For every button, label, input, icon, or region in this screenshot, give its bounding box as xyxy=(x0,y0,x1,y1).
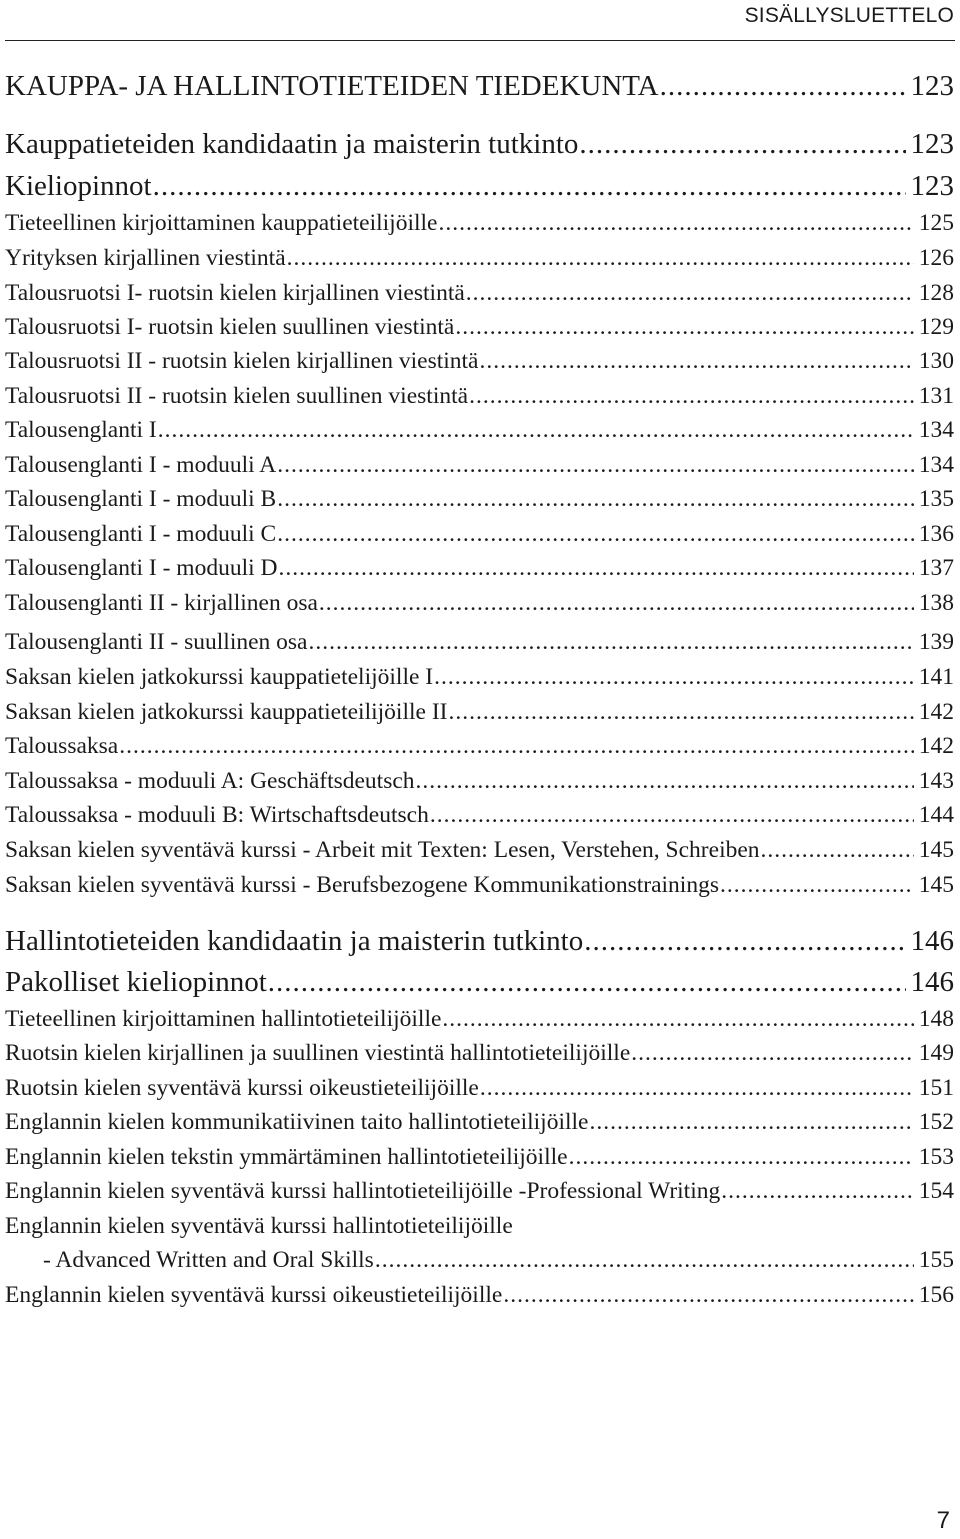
toc-entry-title: Englannin kielen syventävä kurssi oikeustieteilijöille xyxy=(5,1282,503,1308)
dot-leader xyxy=(287,245,914,272)
toc-entry-title: Taloussaksa xyxy=(5,733,119,759)
toc-entry-title: Hallintotieteiden kandidaatin ja maisterin tutkinto xyxy=(5,925,584,957)
toc-entry[interactable] xyxy=(5,966,954,999)
toc-entry-title: Talousenglanti II - kirjallinen osa xyxy=(5,590,318,616)
toc-entry-page: 128 xyxy=(918,280,954,306)
dot-leader xyxy=(569,1144,914,1171)
header-rule xyxy=(5,40,955,41)
toc-entry[interactable] xyxy=(5,314,954,341)
toc-entry[interactable] xyxy=(5,452,954,479)
toc-entry-page: 129 xyxy=(918,314,954,340)
toc-entry-title: Talousruotsi II - ruotsin kielen kirjallinen viestintä xyxy=(5,348,479,374)
toc-entry[interactable] xyxy=(5,872,954,899)
dot-leader xyxy=(503,1282,913,1309)
toc-entry-page: 131 xyxy=(918,383,954,409)
toc-entry-page: 151 xyxy=(918,1075,954,1101)
toc-entry[interactable] xyxy=(5,348,954,375)
toc-entry[interactable] xyxy=(5,383,954,410)
toc-entry[interactable] xyxy=(5,590,954,617)
toc-entry-page: 130 xyxy=(918,348,954,374)
toc-entry-title: Talousenglanti I - moduuli C xyxy=(5,521,277,547)
dot-leader xyxy=(158,417,914,444)
toc-entry-page: 149 xyxy=(918,1040,954,1066)
dot-leader xyxy=(119,733,914,760)
dot-leader xyxy=(469,383,914,410)
toc-entry-page: 123 xyxy=(910,128,954,160)
toc-entry-page: 144 xyxy=(918,802,954,828)
toc-entry-title: Kieliopinnot xyxy=(5,170,152,202)
toc-entry[interactable] xyxy=(5,1075,954,1102)
toc-entry[interactable] xyxy=(5,629,954,656)
toc-entry-page: 135 xyxy=(918,486,954,512)
toc-entry-title: Talousruotsi I- ruotsin kielen kirjallinen viestintä xyxy=(5,280,465,306)
toc-entry-title: Englannin kielen syventävä kurssi hallintotieteilijöille -Professional Writing xyxy=(5,1178,721,1204)
page-number: 7 xyxy=(936,1507,950,1534)
dot-leader xyxy=(277,486,914,513)
toc-entry[interactable] xyxy=(5,664,954,691)
dot-leader xyxy=(579,128,905,161)
toc-entry-title: KAUPPA- JA HALLINTOTIETEIDEN TIEDEKUNTA xyxy=(5,70,659,102)
dot-leader xyxy=(319,590,914,617)
toc-entry[interactable] xyxy=(5,1006,954,1033)
toc-entry-title: Tieteellinen kirjoittaminen kauppatieteilijöille xyxy=(5,210,438,236)
toc-entry-title: Englannin kielen syventävä kurssi hallintotieteilijöille xyxy=(5,1213,513,1239)
toc-entry[interactable] xyxy=(5,733,954,760)
toc-entry-title: Taloussaksa - moduuli A: Geschäftsdeutsch xyxy=(5,768,415,794)
toc-entry-page: 126 xyxy=(918,245,954,271)
toc-entry[interactable] xyxy=(5,245,954,272)
toc-entry[interactable] xyxy=(5,521,954,548)
dot-leader xyxy=(660,70,906,103)
dot-leader xyxy=(278,555,913,582)
toc-entry-page: 146 xyxy=(910,925,954,957)
dot-leader xyxy=(466,280,914,307)
toc-entry-page: 138 xyxy=(918,590,954,616)
toc-entry-title: Saksan kielen jatkokurssi kauppatietelijöille I xyxy=(5,664,434,690)
toc-entry-page: 143 xyxy=(918,768,954,794)
toc-entry-title: Talousenglanti I - moduuli D xyxy=(5,555,278,581)
toc-entry-title: Saksan kielen syventävä kurssi - Arbeit mit Texten: Lesen, Verstehen, Schreiben xyxy=(5,837,760,863)
toc-entry[interactable] xyxy=(5,802,954,829)
dot-leader xyxy=(720,872,914,899)
toc-entry-title: Talousruotsi I- ruotsin kielen suullinen viestintä xyxy=(5,314,455,340)
toc-entry-page: 156 xyxy=(918,1282,954,1308)
toc-entry-page: 125 xyxy=(918,210,954,236)
dot-leader xyxy=(277,521,914,548)
toc-entry[interactable] xyxy=(5,128,954,161)
dot-leader xyxy=(479,348,913,375)
toc-entry-title: Tieteellinen kirjoittaminen hallintotieteilijöille xyxy=(5,1006,442,1032)
running-header: SISÄLLYSLUETTELO xyxy=(744,4,954,27)
toc-entry[interactable] xyxy=(5,1178,954,1205)
toc-entry[interactable] xyxy=(5,170,954,203)
dot-leader xyxy=(434,664,914,691)
toc-entry[interactable] xyxy=(5,768,954,795)
toc-entry-title: Englannin kielen kommunikatiivinen taito hallintotieteilijöille xyxy=(5,1109,589,1135)
dot-leader xyxy=(442,1006,913,1033)
toc-entry-title: Yrityksen kirjallinen viestintä xyxy=(5,245,286,271)
toc-entry-title: Pakolliset kieliopinnot xyxy=(5,966,267,998)
toc-entry-page: 142 xyxy=(918,733,954,759)
toc-entry[interactable] xyxy=(5,417,954,444)
toc-entry[interactable] xyxy=(5,555,954,582)
dot-leader xyxy=(448,699,913,726)
toc-entry[interactable] xyxy=(5,1040,954,1067)
toc-entry-page: 141 xyxy=(918,664,954,690)
toc-entry-title: Talousenglanti I xyxy=(5,417,157,443)
toc-entry-page: 146 xyxy=(910,966,954,998)
toc-entry-page: 136 xyxy=(918,521,954,547)
toc-entry-title: Englannin kielen tekstin ymmärtäminen hallintotieteilijöille xyxy=(5,1144,568,1170)
dot-leader xyxy=(430,802,914,829)
dot-leader xyxy=(631,1040,913,1067)
dot-leader xyxy=(308,629,913,656)
dot-leader xyxy=(455,314,913,341)
toc-entry-title: Taloussaksa - moduuli B: Wirtschaftsdeutsch xyxy=(5,802,429,828)
toc-entry-page: 145 xyxy=(918,872,954,898)
toc-entry-title: - Advanced Written and Oral Skills xyxy=(43,1247,374,1273)
toc-entry-page: 137 xyxy=(918,555,954,581)
toc-entry[interactable] xyxy=(5,486,954,513)
toc-entry-page: 139 xyxy=(918,629,954,655)
toc-entry-page: 153 xyxy=(918,1144,954,1170)
toc-entry-page: 152 xyxy=(918,1109,954,1135)
toc-entry[interactable] xyxy=(5,1282,954,1309)
dot-leader xyxy=(268,966,906,999)
dot-leader xyxy=(480,1075,914,1102)
toc-entry-page: 123 xyxy=(910,170,954,202)
toc-entry-title: Kauppatieteiden kandidaatin ja maisterin tutkinto xyxy=(5,128,579,160)
toc-entry-page: 155 xyxy=(918,1247,954,1273)
toc-entry[interactable] xyxy=(5,70,954,103)
toc-entry-title: Talousenglanti II - suullinen osa xyxy=(5,629,308,655)
toc-entry-page: 145 xyxy=(918,837,954,863)
toc-entry-title: Talousenglanti I - moduuli A xyxy=(5,452,277,478)
toc-entry[interactable] xyxy=(5,699,954,726)
dot-leader xyxy=(416,768,914,795)
toc-entry-title: Ruotsin kielen syventävä kurssi oikeustieteilijöille xyxy=(5,1075,479,1101)
dot-leader xyxy=(438,210,913,237)
dot-leader xyxy=(589,1109,913,1136)
dot-leader xyxy=(153,170,906,203)
toc-entry[interactable] xyxy=(5,280,954,307)
toc-entry-title: Talousruotsi II - ruotsin kielen suullinen viestintä xyxy=(5,383,469,409)
toc-entry[interactable] xyxy=(5,1213,954,1240)
toc-entry-page: 154 xyxy=(918,1178,954,1204)
toc-entry-title: Talousenglanti I - moduuli B xyxy=(5,486,277,512)
toc-entry-title: Ruotsin kielen kirjallinen ja suullinen viestintä hallintotieteilijöille xyxy=(5,1040,631,1066)
toc-entry-page: 148 xyxy=(918,1006,954,1032)
toc-entry-page: 123 xyxy=(910,70,954,102)
toc-entry-page: 134 xyxy=(918,417,954,443)
toc-entry-title: Saksan kielen jatkokurssi kauppatieteilijöille II xyxy=(5,699,448,725)
dot-leader xyxy=(721,1178,914,1205)
toc-entry[interactable] xyxy=(5,837,954,864)
dot-leader xyxy=(375,1247,914,1274)
dot-leader xyxy=(761,837,914,864)
toc-entry-continuation[interactable] xyxy=(5,1247,954,1274)
toc-entry[interactable] xyxy=(5,925,954,958)
dot-leader xyxy=(277,452,914,479)
toc-entry[interactable] xyxy=(5,1144,954,1171)
toc-entry-page: 142 xyxy=(918,699,954,725)
toc-entry-title: Saksan kielen syventävä kurssi - Berufsbezogene Kommunikationstrainings xyxy=(5,872,719,898)
dot-leader xyxy=(584,925,905,958)
toc-entry[interactable] xyxy=(5,1109,954,1136)
toc-entry-page: 134 xyxy=(918,452,954,478)
toc-entry[interactable] xyxy=(5,210,954,237)
